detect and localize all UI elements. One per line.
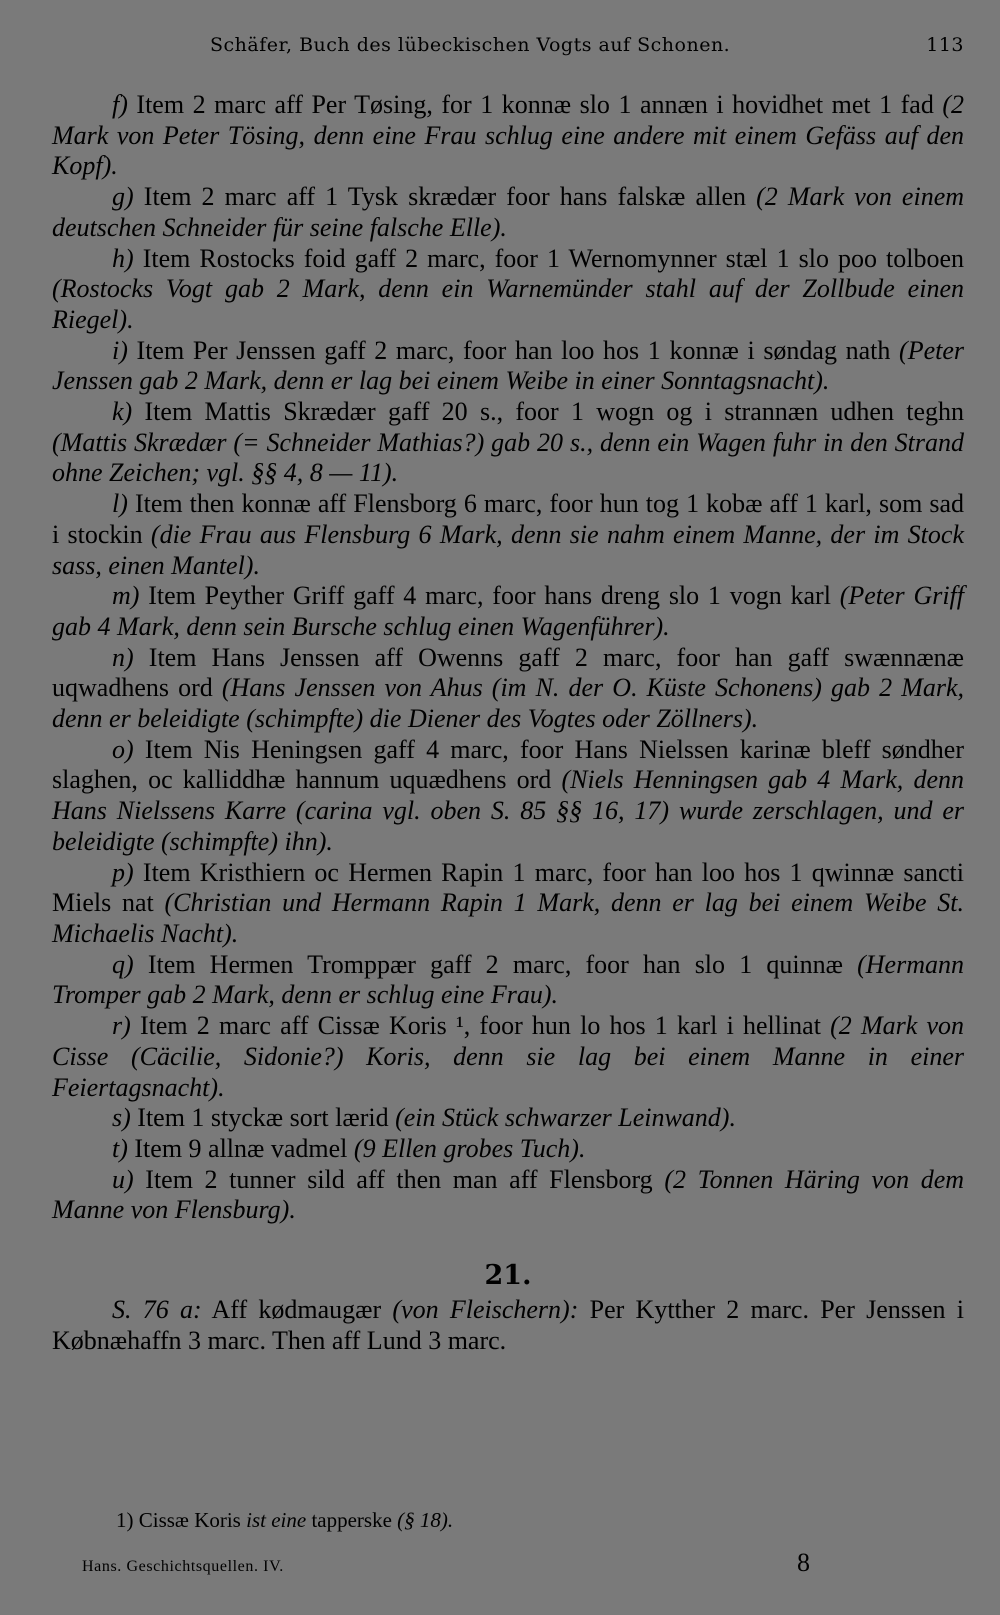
entry-text: Item 2 marc aff Per Tøsing, for 1 konnæ slo 1 annæn i hovidhet met 1 fad xyxy=(136,90,934,119)
entry-gloss: (Christian und Hermann Rapin 1 Mark, denn er lag bei einem Weibe St. Michaelis Nacht). xyxy=(52,888,964,948)
entry-paragraph xyxy=(52,1011,964,1103)
entries-list xyxy=(52,90,964,1226)
entry-gloss: (Hans Jenssen von Ahus (im N. der O. Küste Schonens) gab 2 Mark, denn er beleidigte (schimpfte) die Diener des Vogtes oder Zöllners). xyxy=(52,673,965,734)
entry-label: o) xyxy=(112,734,134,764)
entry-label: i) xyxy=(112,335,128,365)
entry-gloss: (2 Tonnen Häring von dem Manne von Flensburg). xyxy=(52,1164,965,1225)
entry-gloss: (Peter Jenssen gab 2 Mark, denn er lag bei einem Weibe in einer Sonntagsnacht). xyxy=(52,335,965,396)
section-ref: S. 76 a: xyxy=(112,1295,202,1325)
entry-gloss: (Hermann Tromper gab 2 Mark, denn er schlug eine Frau). xyxy=(52,949,964,1010)
entry-paragraph xyxy=(52,950,964,1011)
entry-gloss: (2 Mark von Peter Tösing, denn eine Frau schlug eine andere mit einem Gefäss auf den Kopf). xyxy=(52,90,965,181)
entry-gloss: (Niels Henningsen gab 4 Mark, denn Hans Nielssens Karre (carina vgl. oben S. 85 §§ 16, 17) wurde zerschlagen, und er beleidigte (schimpfte) ihn). xyxy=(52,765,964,856)
entry-gloss: (2 Mark von einem deutschen Schneider für seine falsche Elle). xyxy=(52,182,965,242)
entry-text: Item Nis Heningsen gaff 4 marc, foor Hans Nielssen karinæ bleff søndher slaghen, oc kalliddhæ hannum uquædhens ord xyxy=(52,734,965,795)
entry-gloss: (Mattis Skrædær (= Schneider Mathias?) gab 20 s., denn ein Wagen fuhr in den Strand ohne Zeichen; vgl. §§ 4, 8 — 11). xyxy=(52,427,964,488)
section-body xyxy=(52,1295,964,1356)
entry-paragraph xyxy=(52,90,964,182)
entry-text: Item 2 tunner sild aff then man aff Flensborg xyxy=(145,1164,653,1194)
entry-paragraph xyxy=(52,643,964,735)
entry-paragraph xyxy=(52,182,964,243)
entry-text: Item Mattis Skrædær gaff 20 s., foor 1 wogn og i strannæn udhen teghn xyxy=(144,397,965,427)
entry-text: Item Per Jenssen gaff 2 marc, foor han loo hos 1 konnæ i søndag nath xyxy=(136,335,891,365)
entry-label: f) xyxy=(112,90,128,119)
series-title: Hans. Geschichtsquellen. IV. xyxy=(82,1558,284,1575)
running-title: Schäfer, Buch des lübeckischen Vogts auf Schonen. xyxy=(210,34,731,56)
entry-text: Item 2 marc aff Cissæ Koris ¹, foor hun lo hos 1 karl i hellinat xyxy=(139,1011,821,1041)
entry-text: Item 1 styckæ sort lærid xyxy=(137,1103,389,1133)
footnote-italic: ist eine xyxy=(246,1508,307,1532)
section-paragraph xyxy=(52,1295,964,1356)
entry-label: u) xyxy=(112,1164,134,1194)
entry-text: Item Peyther Griff gaff 4 marc, foor hans dreng slo 1 vogn karl xyxy=(148,581,831,611)
entry-label: t) xyxy=(112,1133,128,1163)
section-intro-gloss: (von Fleischern): xyxy=(392,1295,579,1325)
entry-paragraph xyxy=(52,581,964,642)
entry-paragraph xyxy=(52,858,964,950)
entry-paragraph xyxy=(52,735,964,858)
entry-label: k) xyxy=(112,397,133,427)
entry-label: s) xyxy=(112,1103,131,1133)
entry-text: Item Hermen Tromppær gaff 2 marc, foor han slo 1 quinnæ xyxy=(147,949,843,979)
entry-text: Item Kristhiern oc Hermen Rapin 1 marc, foor han loo hos 1 qwinnæ sancti Miels nat xyxy=(52,857,964,918)
entry-label: l) xyxy=(112,489,128,519)
entry-paragraph xyxy=(52,489,964,581)
section-intro: Aff kødmaugær xyxy=(211,1295,382,1325)
entry-text: Item 2 marc aff 1 Tysk skrædær foor hans falskæ allen xyxy=(143,182,746,212)
entry-paragraph xyxy=(52,1103,964,1134)
footnote-name: Cissæ Koris xyxy=(138,1508,241,1532)
entry-gloss: (2 Mark von Cisse (Cäcilie, Sidonie?) Koris, denn sie lag bei einem Manne in einer Feiertagsnacht). xyxy=(52,1011,965,1102)
entry-gloss: (9 Ellen grobes Tuch). xyxy=(353,1133,586,1163)
section-text: Per Kytther 2 marc. Per Jenssen i Købnæhaffn 3 marc. Then aff Lund 3 marc. xyxy=(52,1295,965,1355)
entry-label: g) xyxy=(112,182,134,212)
entry-label: m) xyxy=(112,581,140,611)
entry-gloss: (ein Stück schwarzer Leinwand). xyxy=(395,1103,736,1133)
footnote-ref: (§ 18). xyxy=(397,1508,454,1532)
entry-label: p) xyxy=(112,857,134,887)
entry-label: r) xyxy=(112,1011,131,1041)
entry-paragraph xyxy=(52,1134,964,1165)
entry-paragraph xyxy=(52,244,964,336)
page-footer xyxy=(82,1548,810,1578)
entry-paragraph xyxy=(52,397,964,489)
running-head xyxy=(52,34,964,68)
entry-label: q) xyxy=(112,949,134,979)
page-number: 113 xyxy=(926,34,964,56)
entry-gloss: (Peter Griff gab 4 Mark, denn sein Bursche schlug einen Wagenführer). xyxy=(52,581,965,641)
section-number: 21. xyxy=(484,1260,532,1292)
entry-text: Item Rostocks foid gaff 2 marc, foor 1 Wernomynner stæl 1 slo poo tolboen xyxy=(142,243,964,273)
entry-text: Item then konnæ aff Flensborg 6 marc, foor hun tog 1 kobæ aff 1 karl, som sad i stockin xyxy=(52,489,964,549)
signature-mark: 8 xyxy=(797,1548,810,1577)
entry-label: n) xyxy=(112,642,134,672)
entry-text: Item 9 allnæ vadmel xyxy=(134,1133,348,1163)
entry-paragraph xyxy=(52,1165,964,1226)
entry-paragraph xyxy=(52,336,964,397)
entry-gloss: (die Frau aus Flensburg 6 Mark, denn sie nahm einem Manne, der im Stock sass, einen Mantel). xyxy=(52,519,964,580)
entry-label: h) xyxy=(112,243,134,273)
entry-text: Item Hans Jenssen aff Owenns gaff 2 marc, foor han gaff swænnænæ uqwadhens ord xyxy=(52,642,965,703)
footnote xyxy=(116,1508,453,1533)
footnote-mark: 1) xyxy=(116,1508,134,1532)
footnote-word: tapperske xyxy=(311,1508,392,1532)
entry-gloss: (Rostocks Vogt gab 2 Mark, denn ein Warnemünder stahl auf der Zollbude einen Riegel). xyxy=(52,274,964,334)
